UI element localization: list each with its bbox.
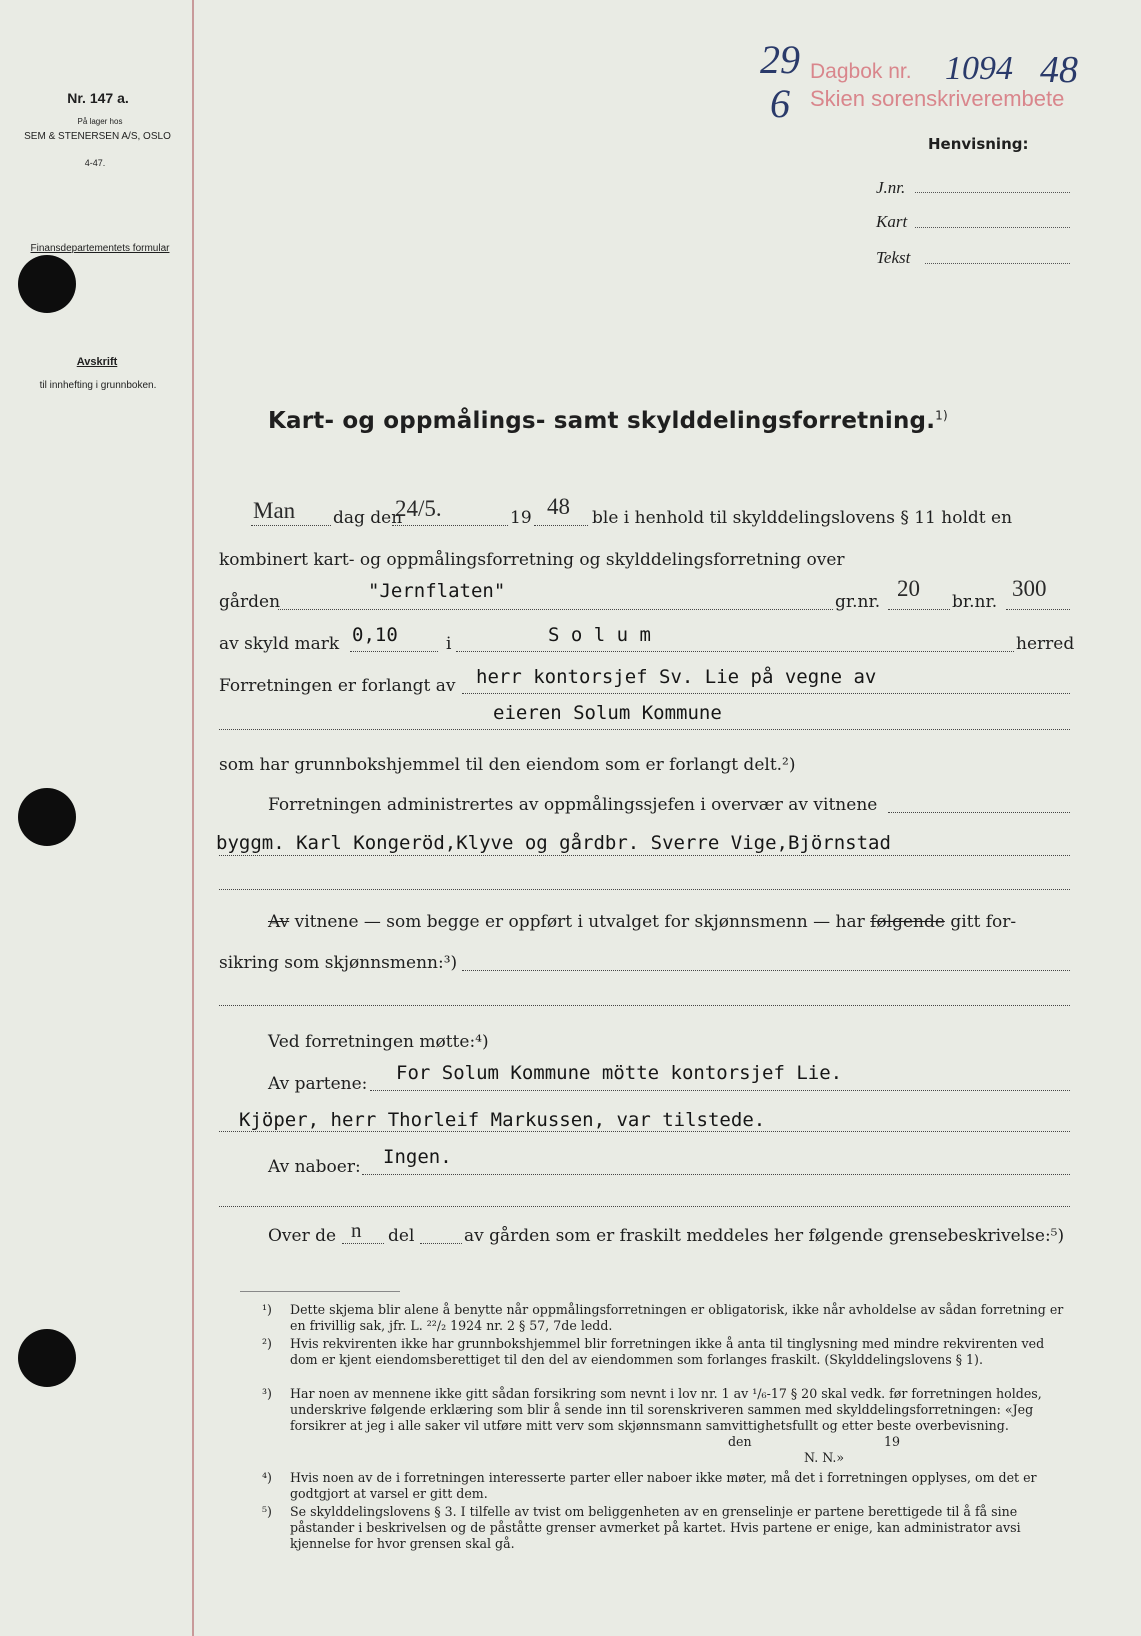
farm-name-value: "Jernflaten" (368, 580, 506, 602)
footnote-3: ³) Har noen av mennene ikke gitt sådan forsikring som nevnt i lov nr. 1 av ¹/₆-17 § 20 skal vedk. før forretningen holdes, underskrive følgende erklæring som blir å sende inn til sorenskriveren sammen med skylddelingsforretningen: «Jeg forsikrer at jeg i alle saker vil utføre mitt verv som skjønnsmann samvittighetsfullt og etter beste overbevisning. (262, 1386, 1042, 1433)
label-over-de: Over de (268, 1226, 337, 1246)
witnesses-extra-line (219, 889, 1070, 890)
form-number: Nr. 147 a. (67, 90, 129, 106)
neighbours-line (362, 1174, 1070, 1175)
neighbours-value: Ingen. (383, 1146, 452, 1168)
journal-stamp-line2: Skien sorenskriverembete (810, 86, 1065, 111)
document-title: Kart- og oppmålings- samt skylddelingsforretning.$^{1)}$ (268, 408, 948, 434)
handwritten-date-day: 29 (760, 37, 800, 82)
line1-rest: ble i henhold til skylddelingslovens § 11 holdt en (592, 508, 1013, 528)
line7-fill (888, 812, 1070, 813)
footnote-5: ⁵) Se skylddelingslovens § 3. I tilfelle av tvist om beliggenheten av en grenselinje er partene berettigede til å få sine påstander i beskrivelsen og de påståtte grenser avmerket på kartet. Hvis partene er enige, kan administrator avsi kjennelse for hvor grensen skal gå. (262, 1504, 1021, 1551)
handwritten-date-month: 6 (770, 81, 790, 126)
requester-value-line1: herr kontorsjef Sv. Lie på vegne av (476, 666, 877, 688)
requester-value-line2: eieren Solum Kommune (493, 702, 722, 724)
print-date: 4-47. (84, 158, 106, 168)
footnote-3-nineteen: 19 (884, 1434, 901, 1449)
parties-value-line2: Kjöper, herr Thorleif Markussen, var tilstede. (239, 1109, 766, 1131)
requester-line1 (462, 693, 1070, 694)
gnr-value: 20 (897, 576, 920, 601)
reference-jnr-line (915, 192, 1070, 193)
label-garden: gården (219, 592, 281, 612)
handwritten-journal-number: 1094 (945, 50, 1013, 87)
skyld-line (350, 651, 438, 652)
footnote-2: ²) Hvis rekvirenten ikke har grunnbokshjemmel blir forretningen ikke å anta til tinglysning med mindre rekvirenten ved dom er kjent eiendomsberettiget til den del av eiendommen som forlanges fraskilt. (Skylddelingslovens § 1). (262, 1336, 1045, 1367)
neighbours-extra-line (219, 1206, 1070, 1207)
weekday-line (251, 525, 331, 526)
copy-label: Avskrift (76, 356, 118, 368)
label-herred: herred (1016, 634, 1075, 654)
footnote-3-den: den (728, 1434, 752, 1449)
part-number-value: n (351, 1218, 362, 1242)
handwritten-year: 48 (1040, 49, 1078, 91)
copy-note: til innhefting i grunnboken. (39, 380, 157, 391)
year-value: 48 (547, 494, 570, 519)
gnr-line (888, 609, 950, 610)
label-dag-den: dag den (333, 508, 403, 528)
reference-heading: Henvisning: (928, 135, 1029, 153)
printer-line1: På lager hos (77, 117, 123, 126)
punch-hole-middle (18, 788, 76, 846)
weekday-value: Man (253, 498, 296, 523)
label-19: 19 (510, 508, 532, 528)
ministry-label: Finansdepartementets formular (30, 243, 170, 254)
reference-tekst: Tekst (876, 248, 911, 267)
footnote-separator (240, 1291, 400, 1292)
skyld-value: 0,10 (352, 624, 398, 646)
parties-line2 (219, 1131, 1070, 1132)
margin-rule (192, 0, 194, 1636)
del-line (420, 1243, 462, 1244)
date-value: 24/5. (395, 496, 442, 521)
label-forlangt: Forretningen er forlangt av (219, 676, 456, 696)
part-number-line (342, 1243, 384, 1244)
journal-stamp-line1: Dagbok nr. (810, 60, 912, 83)
label-del: del (388, 1226, 415, 1246)
punch-hole-bottom (18, 1329, 76, 1387)
reference-kart: Kart (876, 212, 908, 231)
footnote-4: ⁴) Hvis noen av de i forretningen interesserte parter eller naboer ikke møter, må det i forretningen opplyses, om det er godtgjort at varsel er gitt dem. (262, 1470, 1037, 1501)
witnesses-value: byggm. Karl Kongeröd,Klyve og gårdbr. Sverre Vige,Björnstad (216, 832, 891, 854)
footnote-3-signature: N. N.» (804, 1450, 845, 1465)
date-line (392, 525, 508, 526)
punch-hole-top (18, 255, 76, 313)
line10-text: Ved forretningen møtte:⁴) (268, 1032, 489, 1052)
label-brnr: br.nr. (952, 592, 998, 612)
witnesses-line (219, 855, 1070, 856)
requester-line2 (219, 729, 1070, 730)
line9-extra-line (219, 1005, 1070, 1006)
parties-line1 (370, 1090, 1070, 1091)
municipality-line (456, 651, 1014, 652)
municipality-value: S o l u m (548, 624, 651, 646)
label-partene: Av partene: (268, 1074, 368, 1094)
label-naboer: Av naboer: (268, 1157, 361, 1177)
line8-text: Av vitnene — som begge er oppført i utvalget for skjønnsmenn — har følgende gitt for- (268, 912, 1017, 932)
reference-tekst-line (925, 263, 1070, 264)
line2-text: kombinert kart- og oppmålingsforretning og skylddelingsforretning over (219, 550, 845, 570)
reference-kart-line (915, 227, 1070, 228)
reference-jnr: J.nr. (876, 178, 906, 197)
line13-rest: av gården som er fraskilt meddeles her følgende grensebeskrivelse:⁵) (464, 1226, 1065, 1246)
bnr-line (1006, 609, 1070, 610)
line9-text: sikring som skjønnsmenn:³) (219, 953, 458, 973)
bnr-value: 300 (1012, 576, 1047, 601)
footnote-1: ¹) Dette skjema blir alene å benytte når oppmålingsforretningen er obligatorisk, ikke når avholdelse av sådan forretning er en frivillig sak, jfr. L. ²²/₂ 1924 nr. 2 § 57, 7de ledd. (262, 1302, 1064, 1333)
label-skyld: av skyld mark (219, 634, 340, 654)
printer-line2: SEM & STENERSEN A/S, OSLO (24, 131, 171, 142)
label-grnr: gr.nr. (835, 592, 881, 612)
line7-text: Forretningen administrertes av oppmålingssjefen i overvær av vitnene (268, 795, 878, 815)
farm-name-line (278, 609, 833, 610)
line6-text: som har grunnbokshjemmel til den eiendom som er forlangt delt.²) (219, 755, 796, 775)
year-line (534, 525, 588, 526)
label-i: i (446, 634, 452, 654)
parties-value-line1: For Solum Kommune mötte kontorsjef Lie. (396, 1062, 843, 1084)
line9-fill (462, 970, 1070, 971)
